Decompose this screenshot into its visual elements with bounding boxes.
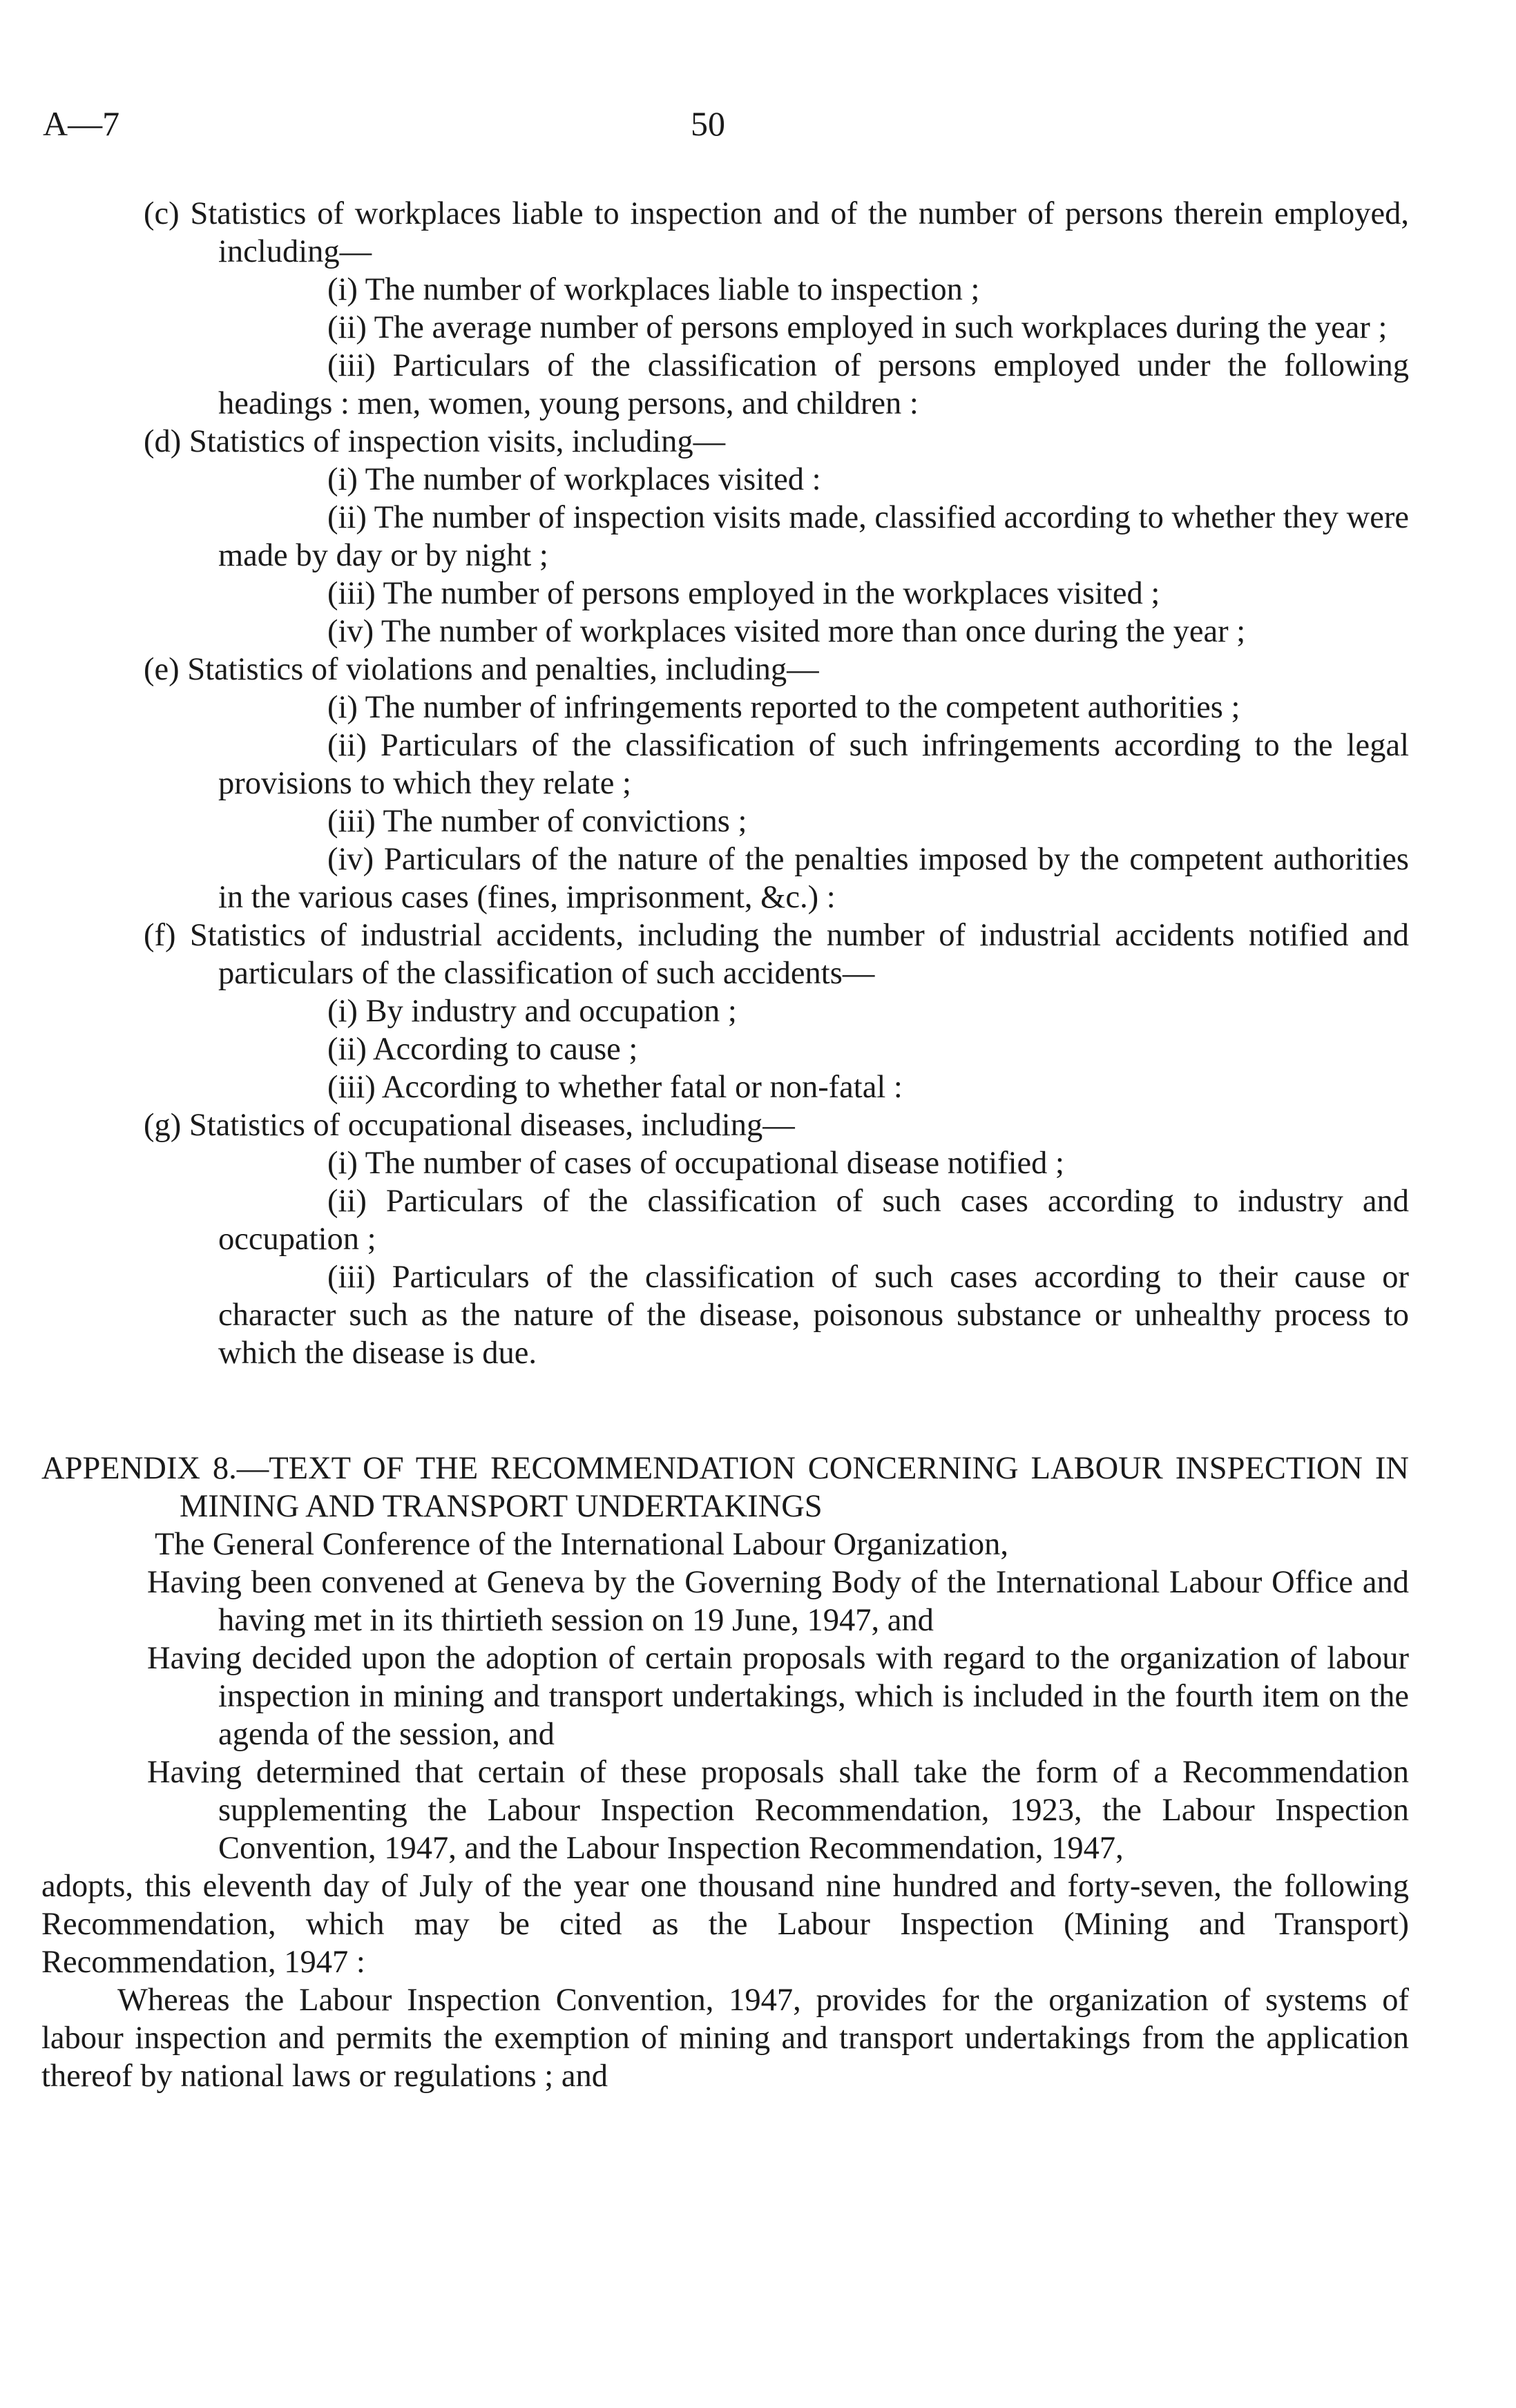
clause-label: (g) <box>144 1108 182 1143</box>
having-clause: Having been convened at Geneva by the Governing Body of the International Labour Office and having met in its thirtieth session on 19 June, 1947, and <box>147 1565 1409 1638</box>
clause-text: Statistics of workplaces liable to inspection and of the number of persons therein employed, including— <box>190 196 1409 269</box>
clause-text: Statistics of occupational diseases, including— <box>189 1108 795 1143</box>
clause-d <box>41 423 1409 651</box>
section-spacer <box>41 1372 1409 1449</box>
clause-text: Statistics of industrial accidents, including the number of industrial accidents notified and particulars of the classification of such accidents— <box>189 918 1410 991</box>
clause-label: (c) <box>144 196 180 231</box>
clause-item: (ii) Particulars of the classification of such infringements according to the legal provisions to which they relate ; <box>218 728 1409 801</box>
clause-f <box>41 916 1409 1106</box>
having-clause: Having determined that certain of these proposals shall take the form of a Recommendation supplementing the Labour Inspection Recommendation, 1923, the Labour Inspection Convention, 1947, and the Labour Inspection Recommendation, 1947, <box>147 1755 1409 1866</box>
clause-label: (e) <box>144 652 180 687</box>
clause-c <box>41 195 1409 423</box>
clause-item: (i) By industry and occupation ; <box>327 994 737 1029</box>
page-number: 50 <box>691 104 725 143</box>
clause-item: (ii) The number of inspection visits made, classified according to whether they were made by day or by night ; <box>218 500 1409 573</box>
clause-item: (ii) According to cause ; <box>327 1032 638 1067</box>
clause-item: (iii) Particulars of the classification of such cases according to their cause or character such as the nature of the disease, poisonous substance or unhealthy process to which the disease is due. <box>218 1260 1409 1371</box>
clause-item: (i) The number of workplaces visited : <box>327 462 821 497</box>
clause-item: (iv) Particulars of the nature of the penalties imposed by the competent authorities in the various cases (fines, imprisonment, &c.) : <box>218 842 1409 915</box>
clause-text: Statistics of inspection visits, including— <box>189 424 726 459</box>
clause-e <box>41 651 1409 916</box>
clause-text: Statistics of violations and penalties, including— <box>187 652 819 687</box>
page-body <box>41 195 1409 2095</box>
clause-item: (iv) The number of workplaces visited more than once during the year ; <box>327 614 1246 649</box>
clause-item: (iii) The number of persons employed in the workplaces visited ; <box>327 576 1160 611</box>
clause-item: (i) The number of workplaces liable to inspection ; <box>327 272 980 307</box>
adopts-paragraph: adopts, this eleventh day of July of the year one thousand nine hundred and forty-seven, the following Recommendation, which may be cited as the Labour Inspection (Mining and Transport) Recommendation, 1947 : <box>41 1869 1409 1980</box>
clause-item: (iii) Particulars of the classification of persons employed under the following headings : men, women, young persons, and children : <box>218 348 1409 421</box>
clause-item: (i) The number of cases of occupational disease notified ; <box>327 1146 1064 1181</box>
appendix-heading: APPENDIX 8.—TEXT OF THE RECOMMENDATION CONCERNING LABOUR INSPECTION IN MINING AND TRANSPORT UNDERTAKINGS <box>41 1451 1409 1524</box>
appendix-8 <box>41 1449 1409 2095</box>
clause-label: (d) <box>144 424 182 459</box>
having-clause: Having decided upon the adoption of certain proposals with regard to the organization of labour inspection in mining and transport undertakings, which is included in the fourth item on the agenda of the session, and <box>147 1641 1409 1752</box>
clause-label: (f) <box>144 918 176 953</box>
clause-item: (iii) The number of convictions ; <box>327 804 747 839</box>
clause-item: (ii) Particulars of the classification of such cases according to industry and occupation ; <box>218 1184 1409 1257</box>
clause-g <box>41 1106 1409 1372</box>
whereas-paragraph: Whereas the Labour Inspection Convention, 1947, provides for the organization of systems of labour inspection and permits the exemption of mining and transport undertakings from the application thereof by national laws or regulations ; and <box>41 1983 1409 2094</box>
appendix-preamble: The General Conference of the International Labour Organization, <box>155 1527 1009 1562</box>
document-reference: A—7 <box>43 104 120 143</box>
clause-item: (i) The number of infringements reported to the competent authorities ; <box>327 690 1240 725</box>
clause-item: (iii) According to whether fatal or non-fatal : <box>327 1070 903 1105</box>
clause-item: (ii) The average number of persons employed in such workplaces during the year ; <box>327 310 1388 345</box>
